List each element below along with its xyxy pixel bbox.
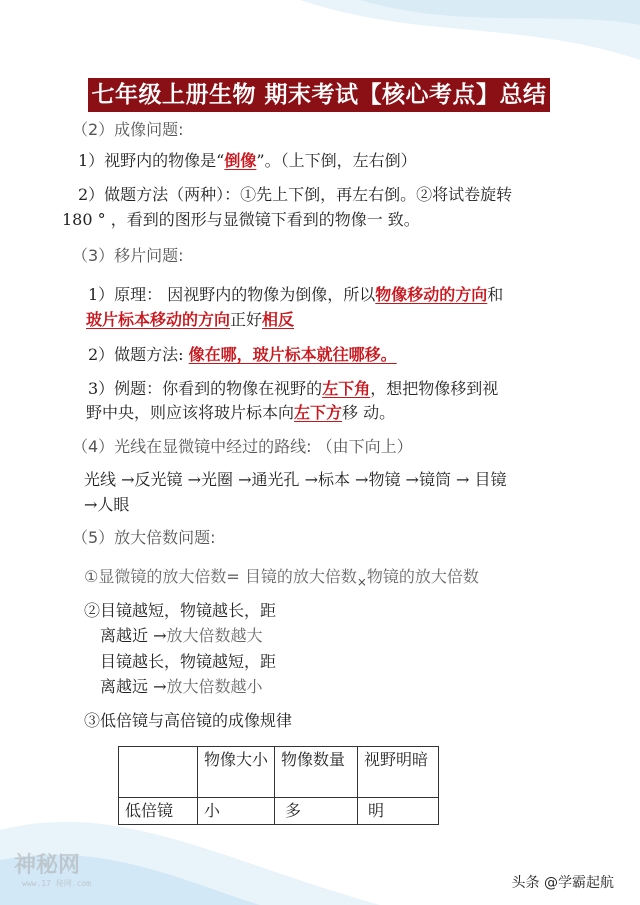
s2-l1-text-b: ”。（上下倒，左右倒） <box>256 151 417 170</box>
table-row <box>119 798 439 825</box>
answer-slide-move-direction: 玻片标本移动的方向 <box>86 310 231 329</box>
imaging-law-heading: ③低倍镜与高倍镜的成像规律 <box>84 711 293 730</box>
s3-example-line-1 <box>88 377 498 401</box>
s3-e1-text-b: ，想把物像移到视 <box>370 379 499 398</box>
table-header-cell <box>119 747 198 798</box>
section-2-heading: （2）成像问题: <box>72 120 184 139</box>
s3-p1-and: 和 <box>487 285 504 304</box>
rule-line-1: ②目镜越短，物镜越长，距 <box>84 601 277 620</box>
formula-text-b: 物镜的放大倍数 <box>366 567 479 586</box>
answer-lower-left-corner: 左下角 <box>322 379 371 398</box>
table-cell: 明 <box>358 798 439 825</box>
rule-4-result: 放大倍数越小 <box>166 677 263 696</box>
s2-line-3: 180 ° ，看到的图形与显微镜下看到的物像一 致。 <box>62 210 420 229</box>
table-cell: 低倍镜 <box>119 798 198 825</box>
light-path-line-2: →人眼 <box>84 495 130 514</box>
s2-line-1 <box>78 149 417 173</box>
answer-opposite: 相反 <box>262 310 295 329</box>
rule-line-2 <box>100 624 263 648</box>
formula-text-a: ①显微镜的放大倍数= 目镜的放大倍数 <box>84 567 357 586</box>
s3-example-line-2 <box>86 401 395 425</box>
light-path-line-1: 光线 →反光镜 →光圈 →通光孔 →标本 →物镜 →镜筒 → 目镜 <box>84 470 507 489</box>
comparison-table <box>118 746 439 825</box>
answer-inverted-image: 倒像 <box>224 151 257 170</box>
magnification-formula <box>84 565 479 594</box>
section-5-heading: （5）放大倍数问题: <box>72 528 216 547</box>
section-3-heading: （3）移片问题: <box>72 246 184 265</box>
s3-e2-text-b: 移 动。 <box>342 403 396 422</box>
table-cell: 多 <box>275 798 358 825</box>
table-header-cell: 视野明暗 <box>358 747 439 798</box>
rule-2-result: 放大倍数越大 <box>166 626 263 645</box>
s3-principle-line-2 <box>86 308 294 332</box>
watermark-url: www.17 秘网.com <box>22 879 91 888</box>
table-header-cell: 物像数量 <box>275 747 358 798</box>
s3-method-line <box>88 343 397 367</box>
watermark-logo: 神秘网 <box>14 853 81 878</box>
table-cell: 小 <box>198 798 275 825</box>
table-header-row <box>119 747 439 798</box>
s3-p1-text: 1）原理： 因视野内的物像为倒像，所以 <box>88 285 376 304</box>
s3-method-label: 2）做题方法: <box>88 345 189 364</box>
s2-l1-text-a: 1）视野内的物像是“ <box>78 151 225 170</box>
s3-e2-text: 野中央，则应该将玻片标本向 <box>86 403 295 422</box>
multiply-sign: × <box>356 575 367 589</box>
rule-line-3: 目镜越长，物镜越短，距 <box>100 652 277 671</box>
table-header-cell: 物像大小 <box>198 747 275 798</box>
answer-lower-left-direction: 左下方 <box>294 403 343 422</box>
page-title: 七年级上册生物 期末考试【核心考点】总结 <box>88 78 550 112</box>
rule-4-text: 离越远 → <box>100 677 167 696</box>
s3-e1-text: 3）例题：你看到的物像在视野的 <box>88 379 323 398</box>
s3-p2-text: 正好 <box>230 310 263 329</box>
rule-line-4 <box>100 675 263 699</box>
s2-line-2: 2）做题方法（两种）：①先上下倒，再左右倒。②将试卷旋转 <box>78 185 513 204</box>
answer-method: 像在哪，玻片标本就往哪移。 <box>188 345 397 364</box>
rule-2-text: 离越近 → <box>100 626 167 645</box>
source-credit: 头条 @学霸起航 <box>511 875 614 891</box>
section-4-heading: （4）光线在显微镜中经过的路线: （由下向上） <box>72 437 413 456</box>
s3-principle-line-1 <box>88 283 503 307</box>
answer-image-move-direction: 物像移动的方向 <box>375 285 488 304</box>
